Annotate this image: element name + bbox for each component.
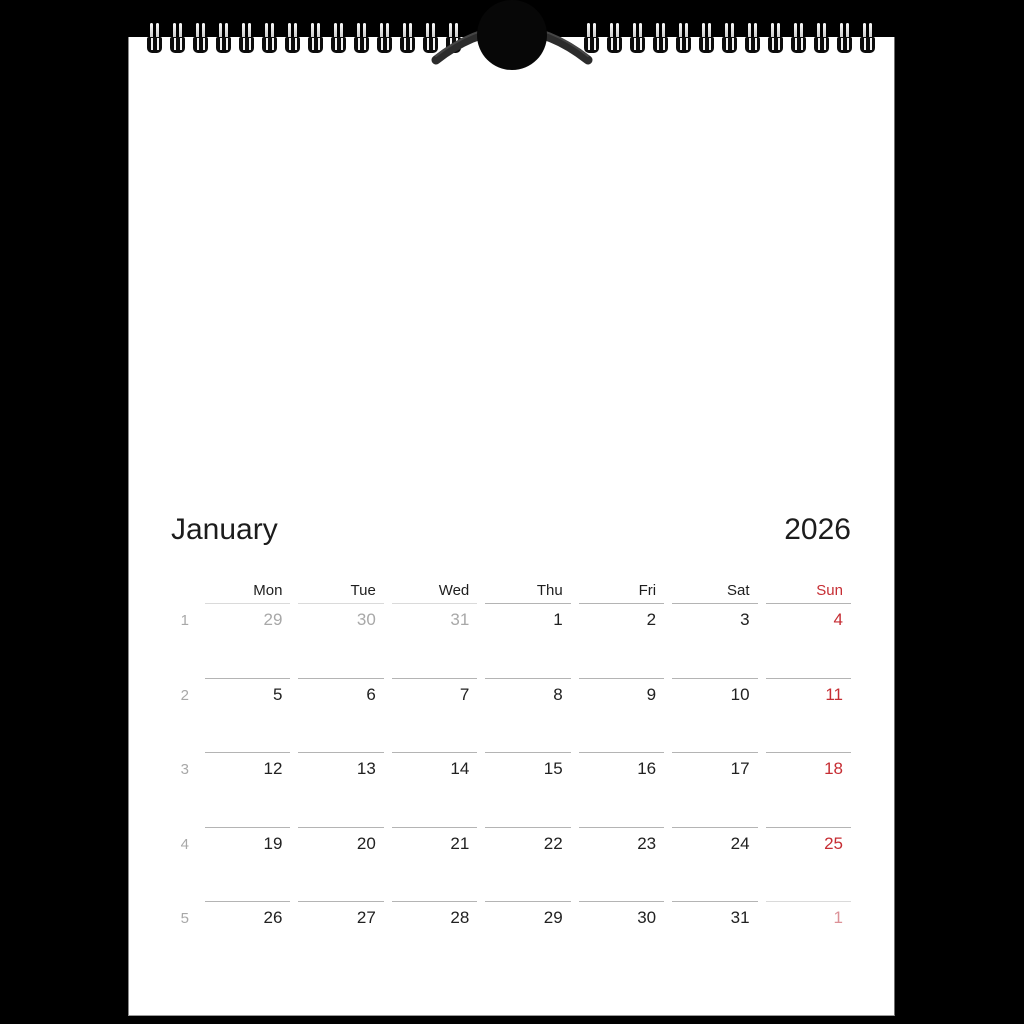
binding-coil-icon [147, 23, 162, 54]
day-header-thu: Thu [536, 582, 563, 599]
day-header-sat: Sat [727, 582, 750, 599]
day-header-tue: Tue [350, 582, 376, 599]
week-number: 3 [180, 761, 189, 778]
day-cell: 12 [205, 752, 290, 827]
day-header-fri: Fri [638, 582, 657, 599]
day-cell: 8 [485, 678, 570, 753]
day-cell: 31 [392, 603, 477, 678]
day-cell: 1 [766, 901, 851, 976]
day-cell: 9 [579, 678, 664, 753]
day-cell: 15 [485, 752, 570, 827]
calendar-grid [171, 578, 851, 976]
day-cell: 3 [672, 603, 757, 678]
day-cell: 1 [485, 603, 570, 678]
day-cell: 30 [298, 603, 383, 678]
day-header-wed: Wed [438, 582, 470, 599]
day-cell: 27 [298, 901, 383, 976]
hanger-ring-icon [477, 0, 547, 70]
day-cell: 2 [579, 603, 664, 678]
title-row [171, 513, 851, 547]
year-label: 2026 [784, 513, 851, 546]
week-number: 5 [180, 910, 189, 927]
week-number: 2 [180, 686, 189, 704]
day-cell: 25 [766, 827, 851, 902]
day-cell: 16 [579, 752, 664, 827]
day-cell: 28 [392, 901, 477, 976]
day-cell: 10 [672, 678, 757, 753]
day-header-sun: Sun [816, 582, 843, 599]
day-cell: 29 [205, 603, 290, 678]
grid-corner [171, 578, 197, 603]
month-title: January [171, 513, 278, 546]
day-cell: 13 [298, 752, 383, 827]
day-cell: 21 [392, 827, 477, 902]
day-cell: 24 [672, 827, 757, 902]
day-cell: 29 [485, 901, 570, 976]
day-cell: 19 [205, 827, 290, 902]
day-cell: 22 [485, 827, 570, 902]
week-number: 1 [180, 612, 189, 629]
day-cell: 14 [392, 752, 477, 827]
day-cell: 17 [672, 752, 757, 827]
binding-coil-icon [860, 23, 875, 54]
day-cell: 5 [205, 678, 290, 753]
day-cell: 26 [205, 901, 290, 976]
day-cell: 6 [298, 678, 383, 753]
page-content [171, 37, 851, 1015]
day-cell: 30 [579, 901, 664, 976]
week-number: 4 [180, 835, 189, 853]
day-cell: 31 [672, 901, 757, 976]
hanger-hook-icon [404, 0, 620, 80]
day-cell: 7 [392, 678, 477, 753]
day-cell: 11 [766, 678, 851, 753]
day-cell: 18 [766, 752, 851, 827]
day-cell: 20 [298, 827, 383, 902]
day-header-mon: Mon [253, 582, 283, 599]
day-cell: 23 [579, 827, 664, 902]
calendar-page [128, 37, 895, 1016]
day-cell: 4 [766, 603, 851, 678]
